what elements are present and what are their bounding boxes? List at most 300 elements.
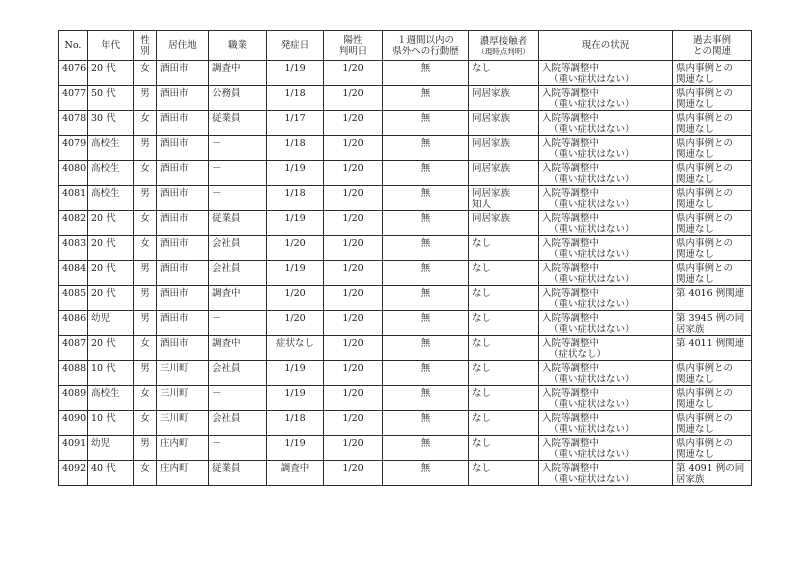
cell-occupation [209, 311, 267, 336]
cell-current-status [539, 261, 673, 286]
cell-travel-history-text: 無 [420, 413, 431, 424]
cell-past-case-relation-line: 県内事例との [676, 213, 734, 224]
cell-occupation-text: 会社員 [212, 413, 241, 424]
cell-travel-history-text: 無 [420, 313, 431, 324]
cell-current-status-line: 入院等調整中 [542, 338, 600, 349]
cell-past-case-relation [673, 211, 752, 236]
cell-close-contacts-line: 同居家族 [472, 88, 511, 99]
cell-sex-text: 男 [140, 363, 150, 374]
cell-positive-date [324, 311, 383, 336]
cell-no-text: 4088 [62, 363, 87, 374]
cell-current-status-line: （重い症状はない） [549, 224, 635, 235]
cell-close-contacts-line: なし [472, 288, 492, 299]
cell-positive-date [324, 386, 383, 411]
cell-onset-text: 1/19 [284, 263, 306, 274]
cell-onset [267, 186, 324, 211]
table-row [59, 236, 752, 261]
cell-close-contacts [469, 436, 539, 461]
cell-current-status-line: （重い症状はない） [549, 449, 635, 460]
cell-residence [157, 461, 209, 486]
cell-past-case-relation [673, 86, 752, 111]
cell-close-contacts-line: 同居家族 [472, 138, 511, 149]
cell-current-status-line: 入院等調整中 [542, 213, 600, 224]
cell-residence [157, 136, 209, 161]
cell-past-case-relation-line: 関連なし [676, 224, 715, 235]
table-row [59, 161, 752, 186]
cell-travel-history [383, 61, 469, 86]
cell-close-contacts-line: 同居家族 [472, 113, 511, 124]
cell-current-status-line: 入院等調整中 [542, 138, 600, 149]
cell-no [59, 461, 88, 486]
cell-current-status [539, 136, 673, 161]
cell-sex [134, 111, 157, 136]
cell-close-contacts-line: なし [472, 413, 492, 424]
cell-onset-text: 1/20 [284, 288, 306, 299]
cell-travel-history-text: 無 [420, 163, 431, 174]
cell-no-text: 4077 [62, 88, 87, 99]
cell-sex-text: 女 [140, 463, 150, 474]
cell-travel-history [383, 111, 469, 136]
cell-onset [267, 386, 324, 411]
cell-onset [267, 336, 324, 361]
cell-travel-history-text: 無 [420, 288, 431, 299]
cell-no [59, 411, 88, 436]
cell-sex-text: 男 [140, 188, 150, 199]
cell-age [88, 236, 134, 261]
cell-onset [267, 461, 324, 486]
cell-age-text: 20 代 [91, 63, 116, 74]
cell-current-status-line: 入院等調整中 [542, 438, 600, 449]
cell-current-status [539, 211, 673, 236]
cell-current-status-line: （重い症状はない） [549, 374, 635, 385]
cell-age-text: 20 代 [91, 338, 116, 349]
cell-current-status-line: （重い症状はない） [549, 99, 635, 110]
cell-no-text: 4081 [62, 188, 87, 199]
table-row [59, 461, 752, 486]
table-row [59, 336, 752, 361]
cell-close-contacts-line: 知人 [472, 199, 492, 210]
cell-travel-history-text: 無 [420, 113, 431, 124]
cell-age [88, 361, 134, 386]
header-close-contacts: 濃厚接触者 （現時点判明） [469, 31, 539, 61]
cell-onset-text: 1/20 [284, 238, 306, 249]
cell-residence-text: 酒田市 [160, 63, 189, 74]
cell-sex-text: 女 [140, 163, 150, 174]
cell-no [59, 211, 88, 236]
cell-positive-date [324, 61, 383, 86]
cell-age [88, 261, 134, 286]
cell-past-case-relation-line: 県内事例との [676, 413, 734, 424]
cell-close-contacts-line: なし [472, 238, 492, 249]
cell-travel-history [383, 336, 469, 361]
cell-past-case-relation-line: 関連なし [676, 99, 715, 110]
cell-no-text: 4092 [62, 463, 87, 474]
cell-current-status-line: （重い症状はない） [549, 424, 635, 435]
cell-age-text: 幼児 [91, 438, 111, 449]
cell-current-status [539, 311, 673, 336]
cell-age-text: 高校生 [91, 388, 120, 399]
header-travel-history: １週間以内の 県外への行動歴 [383, 31, 469, 61]
cell-positive-date [324, 286, 383, 311]
cell-sex [134, 211, 157, 236]
cell-age-text: 10 代 [91, 413, 116, 424]
cell-sex-text: 女 [140, 238, 150, 249]
cell-current-status-line: （症状なし） [549, 349, 607, 360]
cell-residence-text: 酒田市 [160, 263, 189, 274]
cell-close-contacts [469, 161, 539, 186]
cell-occupation-text: 会社員 [212, 238, 241, 249]
cell-occupation-text: － [212, 438, 222, 449]
cell-sex [134, 261, 157, 286]
cell-travel-history [383, 461, 469, 486]
cell-no [59, 236, 88, 261]
cell-past-case-relation-line: 居家族 [676, 324, 705, 335]
cell-travel-history-text: 無 [420, 138, 431, 149]
cell-close-contacts-line: なし [472, 363, 492, 374]
cell-travel-history-text: 無 [420, 338, 431, 349]
cell-occupation [209, 336, 267, 361]
cell-onset-text: 1/18 [284, 413, 306, 424]
cell-age-text: 高校生 [91, 163, 120, 174]
cell-age-text: 20 代 [91, 213, 116, 224]
cell-close-contacts [469, 236, 539, 261]
cell-current-status [539, 286, 673, 311]
cell-current-status [539, 86, 673, 111]
cell-past-case-relation [673, 61, 752, 86]
cell-no-text: 4086 [62, 313, 87, 324]
cell-occupation-text: 従業員 [212, 463, 241, 474]
cell-no [59, 86, 88, 111]
cell-positive-date-text: 1/20 [342, 463, 364, 474]
cell-onset-text: 1/19 [284, 63, 306, 74]
cell-age [88, 211, 134, 236]
cell-current-status-line: 入院等調整中 [542, 88, 600, 99]
cell-occupation [209, 261, 267, 286]
cell-residence [157, 361, 209, 386]
cell-past-case-relation [673, 236, 752, 261]
cell-occupation [209, 186, 267, 211]
cell-current-status-line: 入院等調整中 [542, 238, 600, 249]
cell-travel-history-text: 無 [420, 213, 431, 224]
cell-onset [267, 236, 324, 261]
cell-past-case-relation-line: 県内事例との [676, 63, 734, 74]
cell-residence-text: 庄内町 [160, 438, 189, 449]
cell-current-status [539, 361, 673, 386]
cell-sex [134, 186, 157, 211]
cell-age [88, 311, 134, 336]
cell-positive-date [324, 411, 383, 436]
cell-onset-text: 1/18 [284, 188, 306, 199]
cell-age [88, 186, 134, 211]
cell-positive-date-text: 1/20 [342, 338, 364, 349]
cell-sex [134, 411, 157, 436]
cell-current-status-line: （重い症状はない） [549, 324, 635, 335]
cell-close-contacts [469, 61, 539, 86]
cell-no-text: 4079 [62, 138, 87, 149]
cell-occupation-text: 調査中 [212, 288, 241, 299]
cell-sex-text: 男 [140, 263, 150, 274]
cell-residence-text: 酒田市 [160, 88, 189, 99]
cell-travel-history-text: 無 [420, 188, 431, 199]
cell-close-contacts-line: なし [472, 63, 492, 74]
cell-age [88, 336, 134, 361]
cell-occupation-text: － [212, 163, 222, 174]
cell-past-case-relation-line: 関連なし [676, 124, 715, 135]
cell-positive-date [324, 211, 383, 236]
cell-past-case-relation-line: 関連なし [676, 424, 715, 435]
cell-travel-history-text: 無 [420, 363, 431, 374]
cell-residence-text: 酒田市 [160, 138, 189, 149]
cell-close-contacts [469, 461, 539, 486]
cell-past-case-relation-line: 第 3945 例の同 [676, 313, 745, 324]
cell-occupation [209, 461, 267, 486]
cell-past-case-relation-line: 関連なし [676, 149, 715, 160]
cell-past-case-relation-line: 関連なし [676, 74, 715, 85]
cell-no [59, 286, 88, 311]
case-table [58, 30, 752, 486]
cell-occupation [209, 386, 267, 411]
cell-past-case-relation-line: 県内事例との [676, 88, 734, 99]
cell-positive-date [324, 186, 383, 211]
cell-travel-history [383, 411, 469, 436]
table-body [59, 61, 752, 486]
cell-current-status-line: （重い症状はない） [549, 299, 635, 310]
cell-past-case-relation [673, 411, 752, 436]
cell-occupation-text: 調査中 [212, 63, 241, 74]
table-row [59, 111, 752, 136]
cell-onset-text: 1/19 [284, 438, 306, 449]
cell-positive-date-text: 1/20 [342, 88, 364, 99]
cell-sex [134, 386, 157, 411]
cell-past-case-relation-line: 関連なし [676, 199, 715, 210]
cell-residence [157, 86, 209, 111]
cell-residence [157, 311, 209, 336]
cell-onset [267, 286, 324, 311]
cell-age [88, 286, 134, 311]
cell-sex [134, 161, 157, 186]
cell-sex [134, 61, 157, 86]
cell-past-case-relation [673, 311, 752, 336]
cell-positive-date [324, 136, 383, 161]
cell-travel-history-text: 無 [420, 238, 431, 249]
cell-no [59, 336, 88, 361]
cell-sex [134, 436, 157, 461]
cell-no-text: 4085 [62, 288, 87, 299]
cell-positive-date-text: 1/20 [342, 313, 364, 324]
cell-current-status-line: （重い症状はない） [549, 399, 635, 410]
cell-onset [267, 86, 324, 111]
cell-onset [267, 436, 324, 461]
cell-close-contacts-line: なし [472, 338, 492, 349]
cell-sex-text: 女 [140, 213, 150, 224]
cell-occupation-text: 従業員 [212, 213, 241, 224]
cell-current-status-line: 入院等調整中 [542, 463, 600, 474]
cell-age [88, 61, 134, 86]
cell-no-text: 4083 [62, 238, 87, 249]
cell-past-case-relation-line: 関連なし [676, 399, 715, 410]
case-table-sheet [58, 30, 752, 486]
cell-age-text: 20 代 [91, 263, 116, 274]
cell-positive-date [324, 161, 383, 186]
cell-past-case-relation [673, 361, 752, 386]
cell-current-status-line: 入院等調整中 [542, 388, 600, 399]
cell-past-case-relation-line: 関連なし [676, 449, 715, 460]
cell-age-text: 幼児 [91, 313, 111, 324]
cell-sex [134, 236, 157, 261]
cell-travel-history [383, 136, 469, 161]
header-positive-date: 陽性 判明日 [324, 31, 383, 61]
cell-close-contacts [469, 386, 539, 411]
cell-sex [134, 86, 157, 111]
cell-age [88, 86, 134, 111]
cell-onset-text: 1/20 [284, 313, 306, 324]
cell-onset [267, 161, 324, 186]
cell-current-status-line: （重い症状はない） [549, 274, 635, 285]
cell-current-status-line: 入院等調整中 [542, 288, 600, 299]
cell-occupation [209, 111, 267, 136]
cell-past-case-relation [673, 436, 752, 461]
cell-residence-text: 酒田市 [160, 188, 189, 199]
cell-close-contacts-line: なし [472, 463, 492, 474]
cell-past-case-relation [673, 461, 752, 486]
cell-residence-text: 庄内町 [160, 463, 189, 474]
cell-occupation [209, 61, 267, 86]
cell-age [88, 436, 134, 461]
cell-past-case-relation [673, 161, 752, 186]
table-header-row [59, 31, 752, 61]
cell-sex [134, 461, 157, 486]
cell-residence [157, 286, 209, 311]
cell-travel-history [383, 161, 469, 186]
header-past-case-relation: 過去事例 との関連 [673, 31, 752, 61]
cell-no [59, 186, 88, 211]
table-row [59, 411, 752, 436]
cell-close-contacts [469, 261, 539, 286]
cell-travel-history [383, 261, 469, 286]
cell-age-text: 50 代 [91, 88, 116, 99]
table-row [59, 361, 752, 386]
cell-current-status [539, 111, 673, 136]
cell-no-text: 4076 [62, 63, 87, 74]
cell-past-case-relation [673, 136, 752, 161]
table-row [59, 86, 752, 111]
cell-current-status-line: （重い症状はない） [549, 74, 635, 85]
cell-onset [267, 411, 324, 436]
cell-close-contacts [469, 211, 539, 236]
cell-current-status-line: （重い症状はない） [549, 199, 635, 210]
table-row [59, 436, 752, 461]
cell-no [59, 311, 88, 336]
header-sex: 性 別 [134, 31, 157, 61]
cell-no-text: 4082 [62, 213, 87, 224]
cell-age [88, 461, 134, 486]
cell-past-case-relation [673, 286, 752, 311]
cell-positive-date [324, 236, 383, 261]
table-row [59, 211, 752, 236]
cell-age-text: 40 代 [91, 463, 116, 474]
cell-sex [134, 286, 157, 311]
cell-current-status-line: （重い症状はない） [549, 149, 635, 160]
cell-positive-date-text: 1/20 [342, 163, 364, 174]
cell-current-status [539, 436, 673, 461]
table-row [59, 386, 752, 411]
cell-positive-date-text: 1/20 [342, 363, 364, 374]
cell-residence-text: 酒田市 [160, 313, 189, 324]
cell-positive-date-text: 1/20 [342, 263, 364, 274]
cell-positive-date [324, 261, 383, 286]
header-no: No. [59, 31, 88, 61]
cell-occupation-text: 会社員 [212, 363, 241, 374]
cell-close-contacts-line: 同居家族 [472, 163, 511, 174]
table-row [59, 261, 752, 286]
cell-close-contacts-line: なし [472, 388, 492, 399]
cell-close-contacts [469, 186, 539, 211]
cell-no-text: 4089 [62, 388, 87, 399]
cell-current-status-line: 入院等調整中 [542, 188, 600, 199]
table-row [59, 311, 752, 336]
cell-no [59, 361, 88, 386]
cell-positive-date-text: 1/20 [342, 438, 364, 449]
cell-close-contacts [469, 336, 539, 361]
cell-past-case-relation-line: 県内事例との [676, 138, 734, 149]
cell-residence [157, 261, 209, 286]
cell-positive-date-text: 1/20 [342, 63, 364, 74]
cell-no-text: 4090 [62, 413, 87, 424]
cell-residence-text: 酒田市 [160, 113, 189, 124]
header-residence: 居住地 [157, 31, 209, 61]
cell-onset-text: 調査中 [280, 463, 310, 474]
cell-sex-text: 女 [140, 388, 150, 399]
header-age: 年代 [88, 31, 134, 61]
cell-close-contacts-line: なし [472, 313, 492, 324]
cell-no [59, 136, 88, 161]
cell-past-case-relation-line: 第 4011 例関連 [676, 338, 745, 349]
cell-current-status-line: 入院等調整中 [542, 363, 600, 374]
cell-residence [157, 236, 209, 261]
table-row [59, 286, 752, 311]
cell-past-case-relation [673, 111, 752, 136]
cell-age [88, 136, 134, 161]
cell-onset [267, 61, 324, 86]
cell-residence [157, 411, 209, 436]
cell-residence-text: 酒田市 [160, 288, 189, 299]
cell-sex-text: 女 [140, 63, 150, 74]
cell-travel-history-text: 無 [420, 388, 431, 399]
cell-age-text: 高校生 [91, 188, 120, 199]
cell-current-status-line: 入院等調整中 [542, 63, 600, 74]
cell-residence-text: 三川町 [160, 413, 189, 424]
cell-past-case-relation-line: 県内事例との [676, 263, 734, 274]
cell-no [59, 436, 88, 461]
header-current-status: 現在の状況 [539, 31, 673, 61]
cell-close-contacts [469, 136, 539, 161]
cell-age-text: 30 代 [91, 113, 116, 124]
cell-current-status-line: （重い症状はない） [549, 249, 635, 260]
cell-current-status-line: 入院等調整中 [542, 163, 600, 174]
cell-positive-date [324, 336, 383, 361]
cell-residence [157, 386, 209, 411]
cell-no-text: 4091 [62, 438, 87, 449]
cell-current-status [539, 411, 673, 436]
cell-age-text: 10 代 [91, 363, 116, 374]
cell-travel-history [383, 286, 469, 311]
cell-no [59, 111, 88, 136]
cell-residence-text: 三川町 [160, 388, 189, 399]
cell-close-contacts [469, 361, 539, 386]
cell-age [88, 111, 134, 136]
header-onset: 発症日 [267, 31, 324, 61]
cell-onset-text: 1/19 [284, 213, 306, 224]
